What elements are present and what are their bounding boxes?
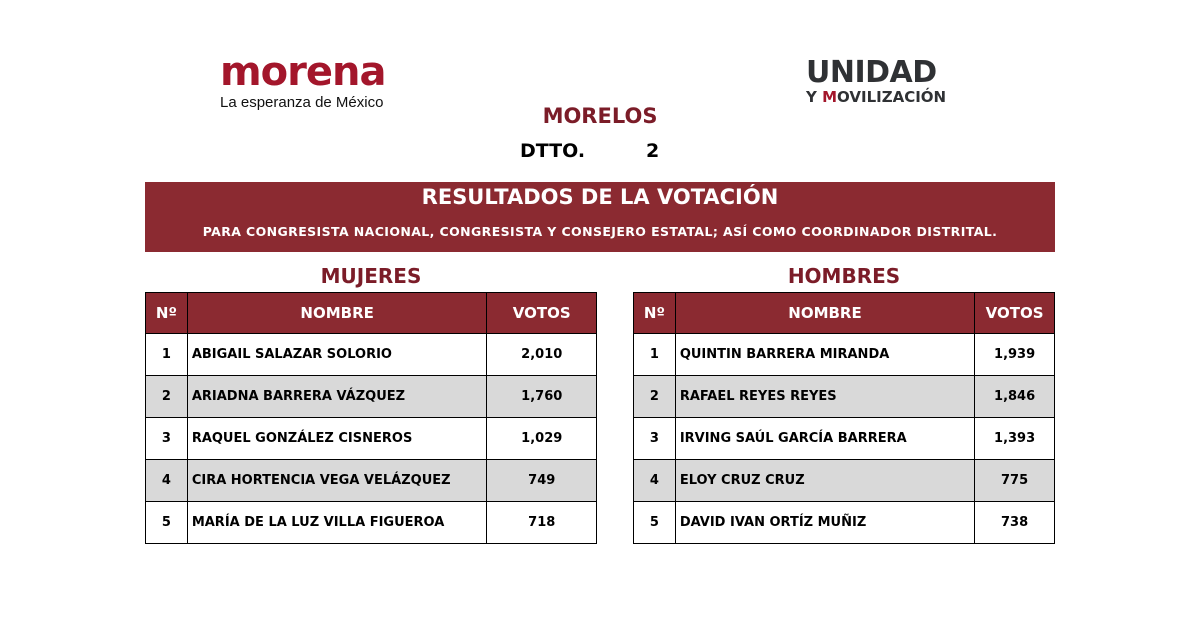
morena-logo-tagline: La esperanza de México (220, 94, 384, 111)
candidate-name: RAFAEL REYES REYES (675, 376, 974, 418)
vote-count: 738 (975, 502, 1055, 544)
morena-logo (220, 49, 390, 111)
candidate-name: ELOY CRUZ CRUZ (675, 460, 974, 502)
women-results-table (145, 292, 597, 544)
table-header-row (146, 293, 597, 334)
column-header-number: Nº (146, 293, 188, 334)
district-number: 2 (646, 140, 660, 162)
vote-count: 1,939 (975, 334, 1055, 376)
row-number: 2 (146, 376, 188, 418)
candidate-name: CIRA HORTENCIA VEGA VELÁZQUEZ (187, 460, 487, 502)
row-number: 4 (634, 460, 676, 502)
table-row (146, 376, 597, 418)
women-section-title: MUJERES (320, 264, 422, 288)
banner-subtitle: PARA CONGRESISTA NACIONAL, CONGRESISTA Y CONSEJERO ESTATAL; ASÍ COMO COORDINADOR DISTRITAL. (202, 224, 998, 239)
row-number: 1 (634, 334, 676, 376)
table-header-row (634, 293, 1055, 334)
vote-count: 1,029 (487, 418, 597, 460)
table-row (634, 418, 1055, 460)
candidate-name: IRVING SAÚL GARCÍA BARRERA (675, 418, 974, 460)
table-row (146, 334, 597, 376)
table-row (146, 418, 597, 460)
vote-count: 749 (487, 460, 597, 502)
candidate-name: MARÍA DE LA LUZ VILLA FIGUEROA (187, 502, 487, 544)
row-number: 3 (634, 418, 676, 460)
row-number: 5 (146, 502, 188, 544)
candidate-name: DAVID IVAN ORTÍZ MUÑIZ (675, 502, 974, 544)
column-header-name: NOMBRE (187, 293, 487, 334)
candidate-name: ABIGAIL SALAZAR SOLORIO (187, 334, 487, 376)
table-row (634, 502, 1055, 544)
unidad-logo-line1: UNIDAD (806, 55, 937, 90)
unidad-logo-accent-letter: M (822, 88, 838, 106)
men-section-title: HOMBRES (787, 264, 901, 288)
table-row (634, 460, 1055, 502)
vote-count: 718 (487, 502, 597, 544)
banner-title: RESULTADOS DE LA VOTACIÓN (421, 185, 779, 209)
district-label: DTTO. (520, 140, 586, 162)
row-number: 4 (146, 460, 188, 502)
vote-count: 2,010 (487, 334, 597, 376)
district-line (520, 140, 660, 162)
men-results-table (633, 292, 1055, 544)
vote-count: 1,760 (487, 376, 597, 418)
candidate-name: QUINTIN BARRERA MIRANDA (675, 334, 974, 376)
candidate-name: ARIADNA BARRERA VÁZQUEZ (187, 376, 487, 418)
results-banner (145, 182, 1055, 252)
column-header-number: Nº (634, 293, 676, 334)
unidad-logo-prefix: Y (806, 88, 823, 106)
candidate-name: RAQUEL GONZÁLEZ CISNEROS (187, 418, 487, 460)
table-row (146, 460, 597, 502)
morena-logo-wordmark: morena (220, 49, 386, 95)
row-number: 2 (634, 376, 676, 418)
row-number: 3 (146, 418, 188, 460)
column-header-votes: VOTOS (487, 293, 597, 334)
table-row (146, 502, 597, 544)
column-header-name: NOMBRE (675, 293, 974, 334)
unidad-logo-rest: OVILIZACIÓN (837, 88, 947, 106)
vote-count: 1,846 (975, 376, 1055, 418)
table-row (634, 334, 1055, 376)
table-row (634, 376, 1055, 418)
state-title: MORELOS (542, 104, 658, 128)
vote-count: 775 (975, 460, 1055, 502)
row-number: 5 (634, 502, 676, 544)
vote-count: 1,393 (975, 418, 1055, 460)
column-header-votes: VOTOS (975, 293, 1055, 334)
unidad-movilizacion-logo (806, 55, 986, 106)
row-number: 1 (146, 334, 188, 376)
